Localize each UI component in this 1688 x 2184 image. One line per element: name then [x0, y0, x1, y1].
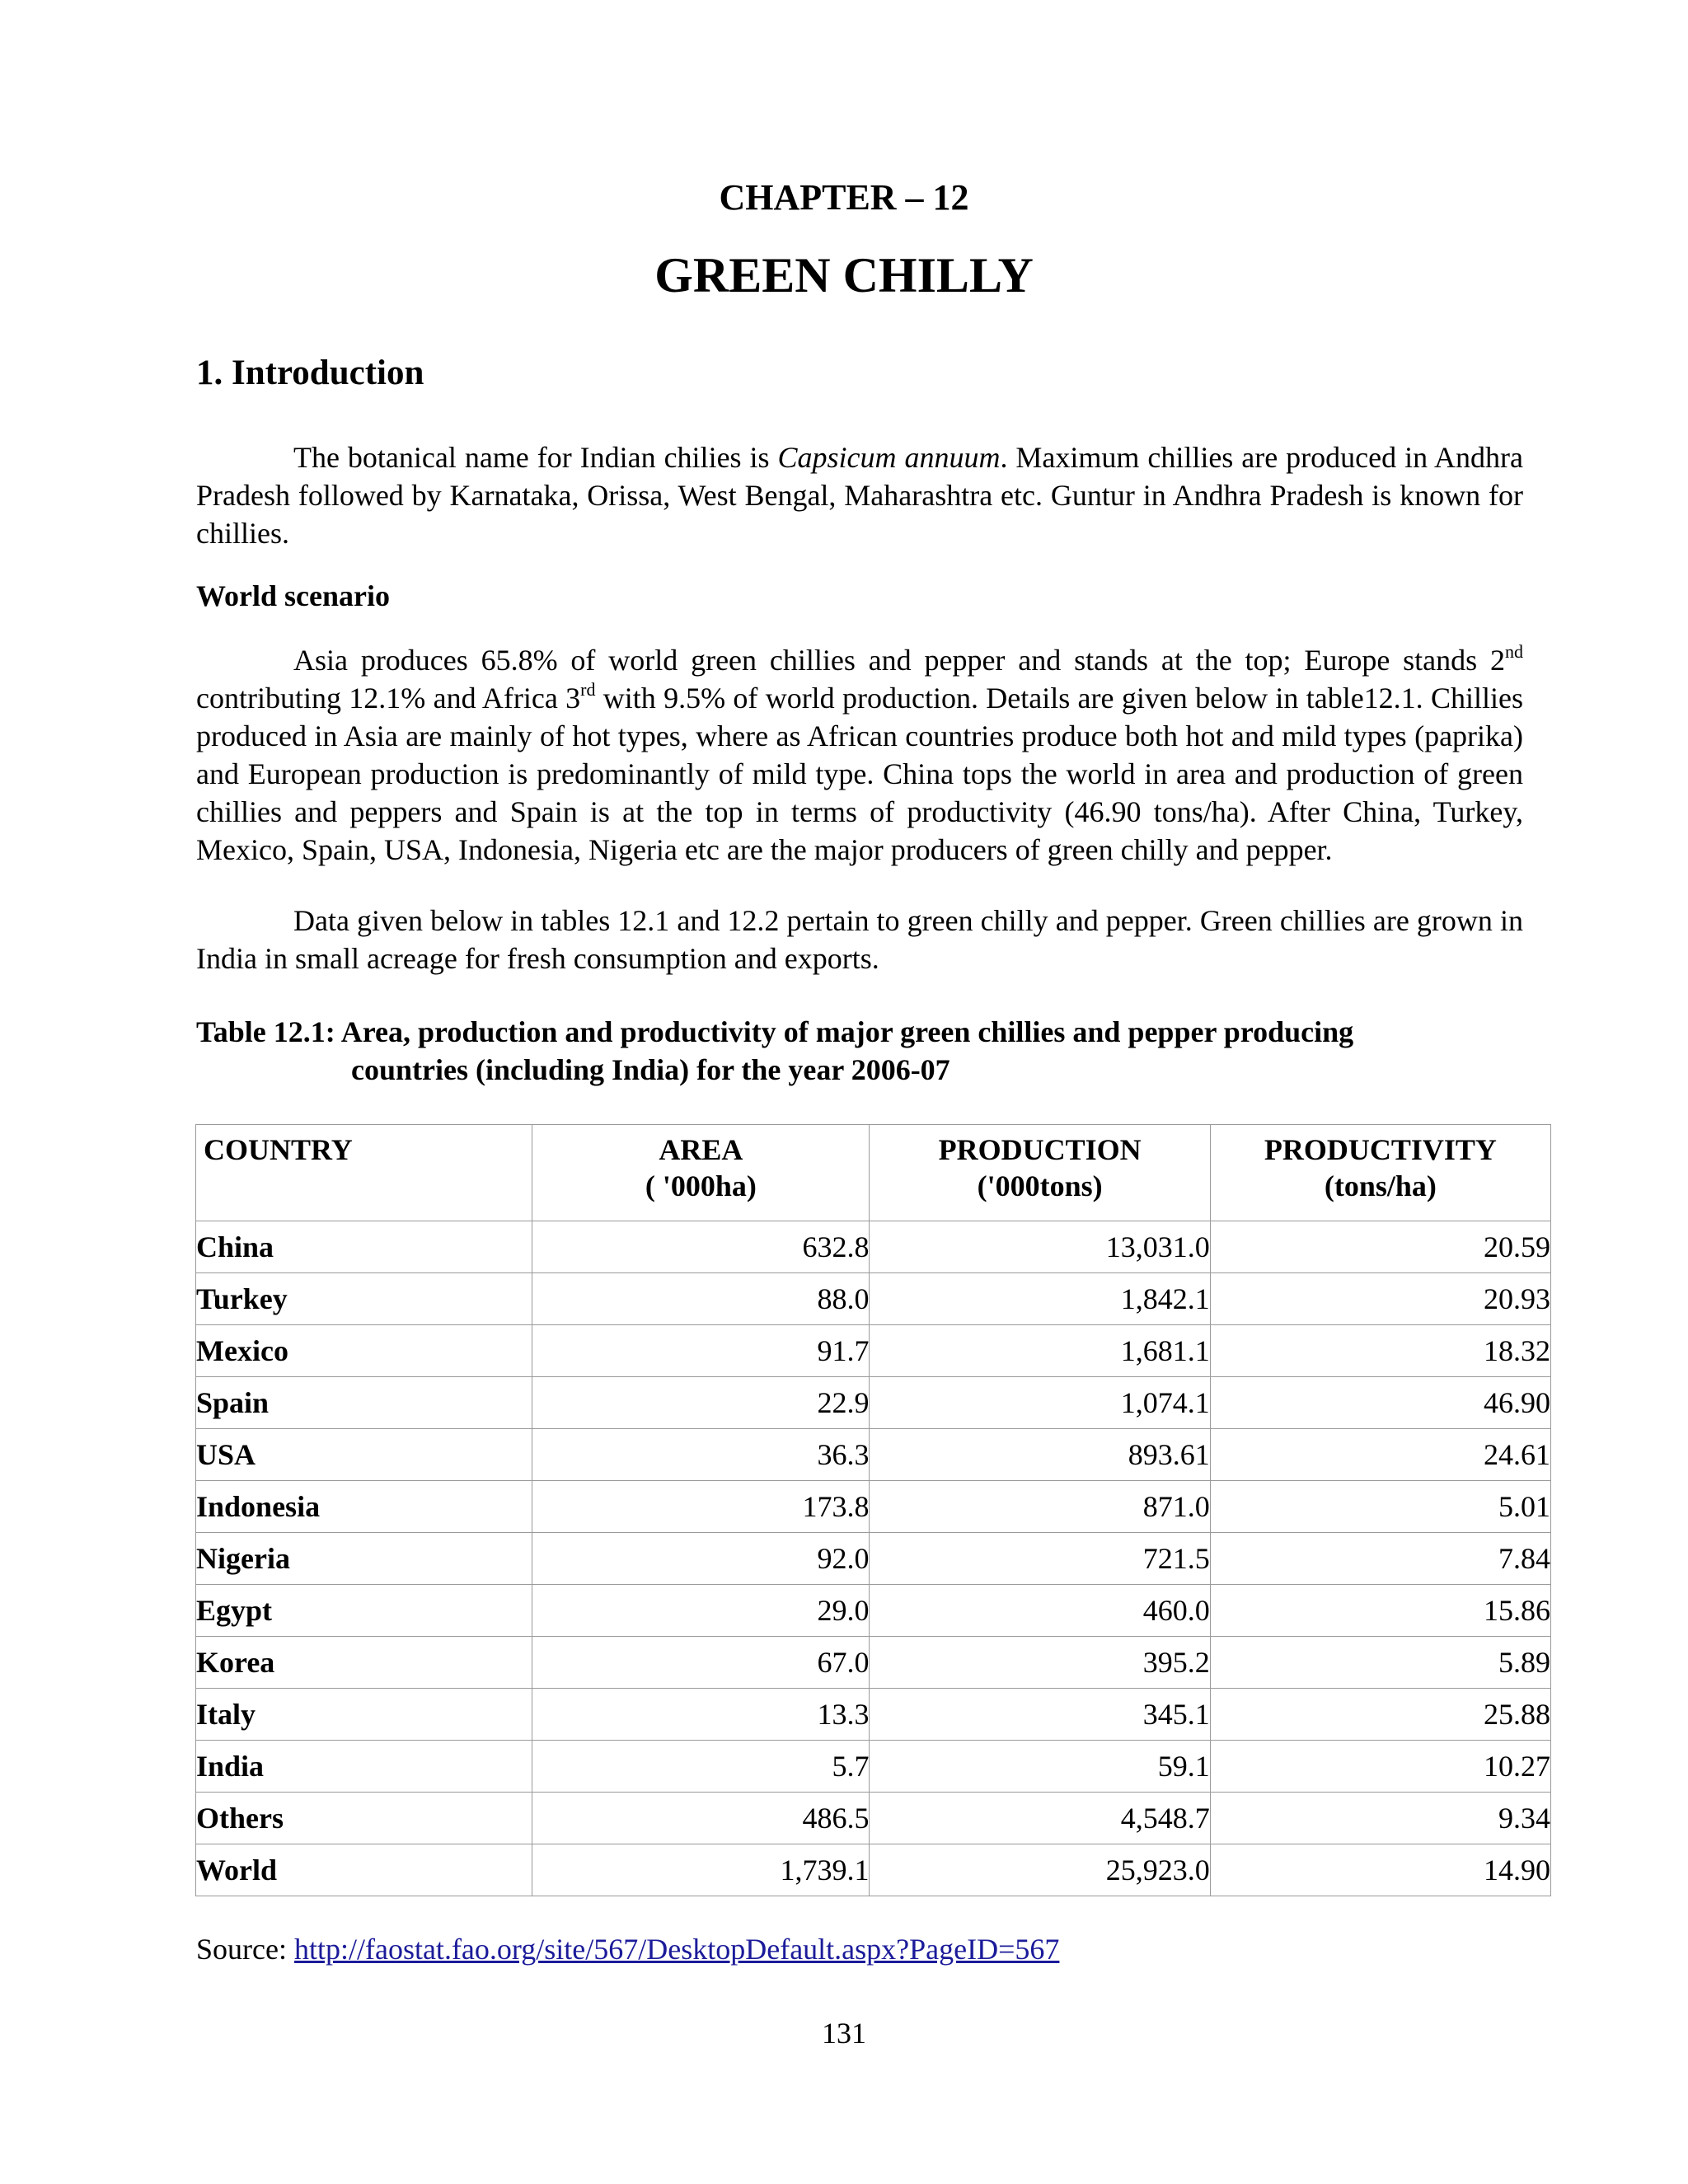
cell-productivity: 9.34: [1210, 1793, 1550, 1844]
table-caption: [196, 1013, 1548, 1089]
world-scenario-paragraph: [196, 641, 1523, 869]
header-production: [870, 1125, 1210, 1221]
cell-productivity: 18.32: [1210, 1325, 1550, 1377]
cell-country: Turkey: [196, 1273, 532, 1325]
header-area-label: AREA: [659, 1133, 743, 1166]
cell-production: 1,074.1: [870, 1377, 1210, 1429]
cell-country: World: [196, 1844, 532, 1896]
subheading-world-scenario: World scenario: [196, 579, 390, 612]
cell-country: India: [196, 1741, 532, 1793]
header-productivity-unit: (tons/ha): [1324, 1169, 1437, 1202]
cell-production: 345.1: [870, 1689, 1210, 1741]
table-row: [196, 1689, 1551, 1741]
cell-country: Nigeria: [196, 1533, 532, 1585]
cell-production: 460.0: [870, 1585, 1210, 1637]
cell-country: China: [196, 1221, 532, 1273]
table-header-row: [196, 1125, 1551, 1221]
cell-country: Indonesia: [196, 1481, 532, 1533]
table-row: [196, 1741, 1551, 1793]
cell-productivity: 20.93: [1210, 1273, 1550, 1325]
botanical-name: Capsicum annuum: [777, 441, 1001, 474]
cell-area: 1,739.1: [532, 1844, 870, 1896]
cell-production: 59.1: [870, 1741, 1210, 1793]
world-text-c: with 9.5% of world production. Details are given below in table12.1. Chillies produced in Asia are mainly of hot types, where as African countries produce both hot and mild types (paprika) and European production is predominantly of mild type. China tops the world in area and production of green chillies and peppers and Spain is at the top in terms of productivity (46.90 tons/ha). After China, Turkey, Mexico, Spain, USA, Indonesia, Nigeria etc are the major producers of green chilly and pepper.: [196, 682, 1523, 866]
table-row: [196, 1377, 1551, 1429]
cell-production: 1,842.1: [870, 1273, 1210, 1325]
cell-area: 486.5: [532, 1793, 870, 1844]
table-row: [196, 1221, 1551, 1273]
cell-country: Italy: [196, 1689, 532, 1741]
cell-area: 22.9: [532, 1377, 870, 1429]
cell-area: 29.0: [532, 1585, 870, 1637]
production-table: [195, 1124, 1551, 1896]
cell-production: 4,548.7: [870, 1793, 1210, 1844]
cell-area: 13.3: [532, 1689, 870, 1741]
table-caption-line2: countries (including India) for the year 2006-07: [351, 1053, 950, 1086]
table-row: [196, 1429, 1551, 1481]
cell-area: 91.7: [532, 1325, 870, 1377]
table-row-total: [196, 1844, 1551, 1896]
header-productivity-label: PRODUCTIVITY: [1264, 1133, 1497, 1166]
cell-productivity: 15.86: [1210, 1585, 1550, 1637]
intro-text-part2: . Maximum chillies are produced in Andhra Pradesh followed by Karnataka, Orissa, West Bengal, Maharashtra etc. Guntur in Andhra Pradesh is known for chillies.: [196, 441, 1523, 550]
source-label: Source:: [196, 1933, 294, 1966]
cell-productivity: 14.90: [1210, 1844, 1550, 1896]
source-note: [196, 1930, 1059, 1968]
header-productivity: [1210, 1125, 1550, 1221]
cell-production: 25,923.0: [870, 1844, 1210, 1896]
cell-production: 395.2: [870, 1637, 1210, 1689]
header-country: [196, 1125, 532, 1221]
table-row: [196, 1637, 1551, 1689]
superscript-nd: nd: [1505, 641, 1523, 662]
cell-productivity: 20.59: [1210, 1221, 1550, 1273]
table-row: [196, 1533, 1551, 1585]
cell-production: 13,031.0: [870, 1221, 1210, 1273]
cell-productivity: 7.84: [1210, 1533, 1550, 1585]
page-number: 131: [822, 2017, 866, 2050]
header-production-label: PRODUCTION: [938, 1133, 1142, 1166]
cell-area: 88.0: [532, 1273, 870, 1325]
cell-productivity: 46.90: [1210, 1377, 1550, 1429]
cell-productivity: 10.27: [1210, 1741, 1550, 1793]
cell-productivity: 24.61: [1210, 1429, 1550, 1481]
data-note-paragraph: Data given below in tables 12.1 and 12.2 pertain to green chilly and pepper. Green chillies are grown in India in small acreage for fresh consumption and exports.: [196, 904, 1523, 975]
world-text-b: contributing 12.1% and Africa 3: [196, 682, 581, 715]
header-production-unit: ('000tons): [977, 1169, 1103, 1202]
section-heading-introduction: 1. Introduction: [196, 354, 424, 392]
cell-area: 5.7: [532, 1741, 870, 1793]
cell-productivity: 5.01: [1210, 1481, 1550, 1533]
cell-country: Mexico: [196, 1325, 532, 1377]
table-row: [196, 1793, 1551, 1844]
cell-country: Korea: [196, 1637, 532, 1689]
cell-area: 36.3: [532, 1429, 870, 1481]
cell-area: 173.8: [532, 1481, 870, 1533]
cell-production: 893.61: [870, 1429, 1210, 1481]
cell-area: 92.0: [532, 1533, 870, 1585]
chapter-title: GREEN CHILLY: [654, 248, 1034, 302]
table-row: [196, 1585, 1551, 1637]
table-row: [196, 1325, 1551, 1377]
cell-country: Others: [196, 1793, 532, 1844]
cell-productivity: 5.89: [1210, 1637, 1550, 1689]
intro-text-part1: The botanical name for Indian chilies is: [293, 441, 778, 474]
cell-country: Egypt: [196, 1585, 532, 1637]
header-area-unit: ( '000ha): [645, 1169, 757, 1202]
cell-country: Spain: [196, 1377, 532, 1429]
table-row: [196, 1481, 1551, 1533]
cell-production: 721.5: [870, 1533, 1210, 1585]
cell-area: 67.0: [532, 1637, 870, 1689]
chapter-label: CHAPTER – 12: [719, 177, 969, 218]
table-caption-line1: Table 12.1: Area, production and productivity of major green chillies and pepper producing: [196, 1015, 1354, 1048]
world-text-a: Asia produces 65.8% of world green chillies and pepper and stands at the top; Europe stands 2: [293, 644, 1505, 677]
cell-area: 632.8: [532, 1221, 870, 1273]
cell-productivity: 25.88: [1210, 1689, 1550, 1741]
introduction-paragraph: [196, 438, 1523, 552]
cell-country: USA: [196, 1429, 532, 1481]
header-area: [532, 1125, 870, 1221]
cell-production: 871.0: [870, 1481, 1210, 1533]
table-row: [196, 1273, 1551, 1325]
header-country-label: COUNTRY: [204, 1133, 353, 1166]
source-link[interactable]: http://faostat.fao.org/site/567/DesktopDefault.aspx?PageID=567: [293, 1933, 1060, 1966]
cell-production: 1,681.1: [870, 1325, 1210, 1377]
superscript-rd: rd: [580, 679, 596, 700]
